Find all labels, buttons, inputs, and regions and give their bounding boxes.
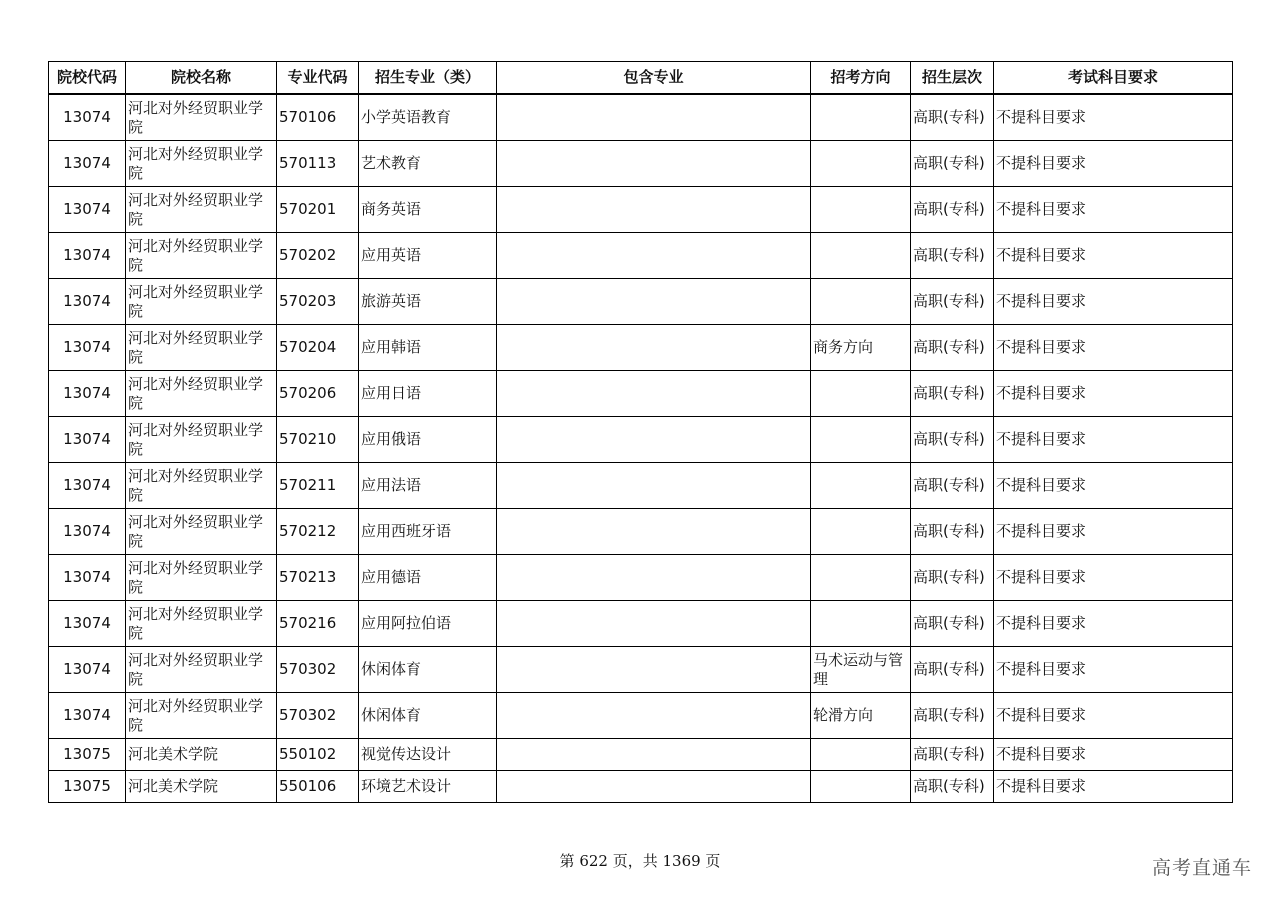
subject-requirement-cell: 不提科目要求 [994,771,1233,803]
direction-cell [811,555,911,601]
subject-requirement-cell: 不提科目要求 [994,647,1233,693]
table-row [49,601,1233,647]
header-row [49,62,1233,95]
table-row [49,509,1233,555]
major-cell: 应用英语 [359,233,497,279]
major-code-cell: 570202 [277,233,359,279]
subject-requirement-cell: 不提科目要求 [994,601,1233,647]
page-number: 第 622 页，共 1369 页 [559,852,721,870]
major-code-cell: 570212 [277,509,359,555]
included-majors-cell [497,279,811,325]
level-cell: 高职(专科) [911,463,994,509]
level-cell: 高职(专科) [911,739,994,771]
major-cell: 商务英语 [359,187,497,233]
major-code-cell: 570204 [277,325,359,371]
header-school-code: 院校代码 [49,62,126,95]
direction-cell [811,141,911,187]
level-cell: 高职(专科) [911,647,994,693]
school-code-cell: 13074 [49,647,126,693]
subject-requirement-cell: 不提科目要求 [994,141,1233,187]
school-code-cell: 13074 [49,187,126,233]
major-cell: 休闲体育 [359,693,497,739]
admissions-table [48,61,1233,803]
school-name-cell: 河北对外经贸职业学院 [126,94,277,141]
table-row [49,325,1233,371]
school-code-cell: 13074 [49,325,126,371]
level-cell: 高职(专科) [911,555,994,601]
subject-requirement-cell: 不提科目要求 [994,187,1233,233]
direction-cell [811,371,911,417]
level-cell: 高职(专科) [911,417,994,463]
school-name-cell: 河北对外经贸职业学院 [126,325,277,371]
direction-cell [811,739,911,771]
table-row [49,94,1233,141]
included-majors-cell [497,325,811,371]
major-code-cell: 570302 [277,647,359,693]
direction-cell [811,187,911,233]
major-code-cell: 570216 [277,601,359,647]
subject-requirement-cell: 不提科目要求 [994,325,1233,371]
school-code-cell: 13074 [49,509,126,555]
school-name-cell: 河北美术学院 [126,739,277,771]
major-code-cell: 550102 [277,739,359,771]
school-code-cell: 13074 [49,94,126,141]
level-cell: 高职(专科) [911,771,994,803]
school-name-cell: 河北美术学院 [126,771,277,803]
included-majors-cell [497,233,811,279]
direction-cell [811,601,911,647]
school-code-cell: 13074 [49,417,126,463]
included-majors-cell [497,739,811,771]
included-majors-cell [497,601,811,647]
included-majors-cell [497,371,811,417]
direction-cell: 商务方向 [811,325,911,371]
major-code-cell: 570210 [277,417,359,463]
subject-requirement-cell: 不提科目要求 [994,555,1233,601]
major-code-cell: 570203 [277,279,359,325]
major-cell: 旅游英语 [359,279,497,325]
school-name-cell: 河北对外经贸职业学院 [126,647,277,693]
included-majors-cell [497,647,811,693]
direction-cell [811,279,911,325]
direction-cell: 马术运动与管理 [811,647,911,693]
included-majors-cell [497,417,811,463]
header-major: 招生专业（类） [359,62,497,95]
subject-requirement-cell: 不提科目要求 [994,693,1233,739]
table-row [49,187,1233,233]
school-code-cell: 13075 [49,739,126,771]
school-name-cell: 河北对外经贸职业学院 [126,233,277,279]
major-code-cell: 570211 [277,463,359,509]
subject-requirement-cell: 不提科目要求 [994,417,1233,463]
included-majors-cell [497,187,811,233]
included-majors-cell [497,771,811,803]
major-cell: 应用德语 [359,555,497,601]
level-cell: 高职(专科) [911,187,994,233]
school-name-cell: 河北对外经贸职业学院 [126,601,277,647]
watermark-text: 高考直通车 [1151,857,1252,879]
table-row [49,279,1233,325]
included-majors-cell [497,555,811,601]
level-cell: 高职(专科) [911,141,994,187]
school-name-cell: 河北对外经贸职业学院 [126,463,277,509]
school-name-cell: 河北对外经贸职业学院 [126,555,277,601]
major-cell: 应用西班牙语 [359,509,497,555]
major-cell: 视觉传达设计 [359,739,497,771]
major-cell: 小学英语教育 [359,94,497,141]
table-row [49,739,1233,771]
major-code-cell: 570106 [277,94,359,141]
major-cell: 应用日语 [359,371,497,417]
subject-requirement-cell: 不提科目要求 [994,739,1233,771]
school-name-cell: 河北对外经贸职业学院 [126,279,277,325]
major-code-cell: 570302 [277,693,359,739]
table-row [49,555,1233,601]
major-cell: 环境艺术设计 [359,771,497,803]
table-row [49,647,1233,693]
subject-requirement-cell: 不提科目要求 [994,94,1233,141]
header-direction: 招考方向 [811,62,911,95]
direction-cell [811,417,911,463]
subject-requirement-cell: 不提科目要求 [994,509,1233,555]
major-code-cell: 570213 [277,555,359,601]
included-majors-cell [497,509,811,555]
major-code-cell: 570206 [277,371,359,417]
level-cell: 高职(专科) [911,94,994,141]
table-row [49,463,1233,509]
school-code-cell: 13075 [49,771,126,803]
header-subject-requirement: 考试科目要求 [994,62,1233,95]
subject-requirement-cell: 不提科目要求 [994,371,1233,417]
level-cell: 高职(专科) [911,279,994,325]
major-code-cell: 550106 [277,771,359,803]
major-cell: 应用阿拉伯语 [359,601,497,647]
major-cell: 艺术教育 [359,141,497,187]
table-row [49,771,1233,803]
school-name-cell: 河北对外经贸职业学院 [126,371,277,417]
school-code-cell: 13074 [49,555,126,601]
header-level: 招生层次 [911,62,994,95]
table-row [49,693,1233,739]
school-name-cell: 河北对外经贸职业学院 [126,187,277,233]
major-code-cell: 570201 [277,187,359,233]
school-code-cell: 13074 [49,463,126,509]
major-cell: 应用韩语 [359,325,497,371]
school-code-cell: 13074 [49,279,126,325]
included-majors-cell [497,141,811,187]
level-cell: 高职(专科) [911,509,994,555]
level-cell: 高职(专科) [911,371,994,417]
level-cell: 高职(专科) [911,325,994,371]
included-majors-cell [497,693,811,739]
school-name-cell: 河北对外经贸职业学院 [126,417,277,463]
header-major-code: 专业代码 [277,62,359,95]
major-cell: 应用法语 [359,463,497,509]
major-cell: 应用俄语 [359,417,497,463]
table-row [49,371,1233,417]
major-code-cell: 570113 [277,141,359,187]
school-code-cell: 13074 [49,601,126,647]
school-code-cell: 13074 [49,233,126,279]
subject-requirement-cell: 不提科目要求 [994,279,1233,325]
level-cell: 高职(专科) [911,233,994,279]
school-name-cell: 河北对外经贸职业学院 [126,509,277,555]
school-name-cell: 河北对外经贸职业学院 [126,141,277,187]
direction-cell: 轮滑方向 [811,693,911,739]
header-included-majors: 包含专业 [497,62,811,95]
school-code-cell: 13074 [49,693,126,739]
subject-requirement-cell: 不提科目要求 [994,463,1233,509]
school-code-cell: 13074 [49,141,126,187]
direction-cell [811,94,911,141]
table-row [49,141,1233,187]
school-code-cell: 13074 [49,371,126,417]
included-majors-cell [497,94,811,141]
school-name-cell: 河北对外经贸职业学院 [126,693,277,739]
direction-cell [811,233,911,279]
table-row [49,233,1233,279]
direction-cell [811,463,911,509]
level-cell: 高职(专科) [911,693,994,739]
table-row [49,417,1233,463]
included-majors-cell [497,463,811,509]
direction-cell [811,771,911,803]
level-cell: 高职(专科) [911,601,994,647]
subject-requirement-cell: 不提科目要求 [994,233,1233,279]
header-school-name: 院校名称 [126,62,277,95]
direction-cell [811,509,911,555]
major-cell: 休闲体育 [359,647,497,693]
